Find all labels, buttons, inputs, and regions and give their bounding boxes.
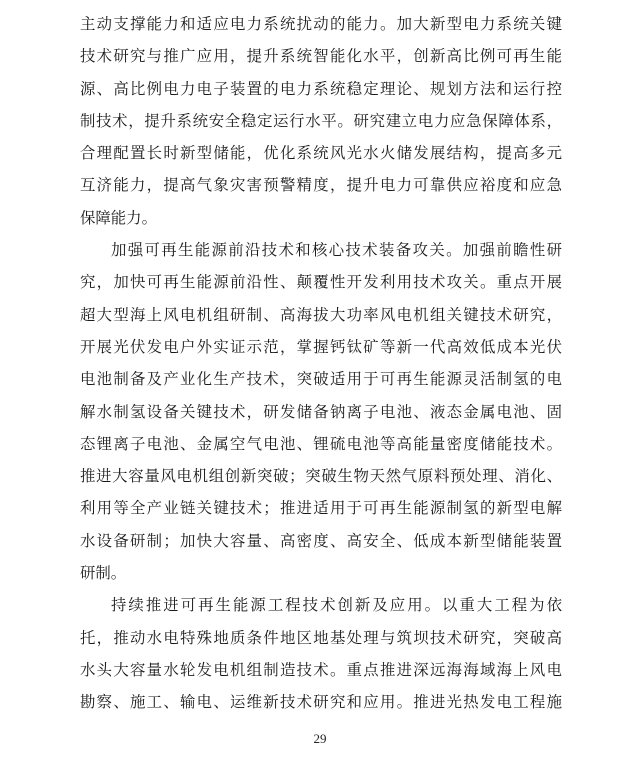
text-line: 合理配置长时新型储能，优化系统风光水火储发展结构，提高多元 [80,144,562,163]
text-line: 加强可再生能源前沿技术和核心技术装备攻关。加强前瞻性研 [111,241,562,260]
text-line: 保障能力。 [80,208,157,227]
text-line: 推进大容量风电机组创新突破；突破生物天然气原料预处理、消化、 [80,467,562,486]
text-line: 水设备研制；加快大容量、高密度、高安全、低成本新型储能装置 [80,531,562,550]
text-line: 电池制备及产业化生产技术，突破适用于可再生能源灵活制氢的电 [80,370,562,389]
text-line: 研制。 [80,564,127,583]
text-line: 主动支撑能力和适应电力系统扰动的能力。加大新型电力系统关键 [80,15,562,33]
text-line: 开展光伏发电户外实证示范，掌握钙钛矿等新一代高效低成本光伏 [80,337,562,356]
text-line: 持续推进可再生能源工程技术创新及应用。以重大工程为依 [111,596,562,615]
text-line: 技术研究与推广应用，提升系统智能化水平，创新高比例可再生能 [80,47,562,66]
text-line: 互济能力，提高气象灾害预警精度，提升电力可靠供应裕度和应急 [80,176,562,195]
text-line: 利用等全产业链关键技术；推进适用于可再生能源制氢的新型电解 [80,499,562,518]
text-line: 水头大容量水轮发电机组制造技术。重点推进深远海海域海上风电 [80,660,562,679]
page-number: 29 [313,731,327,746]
text-line: 制技术，提升系统安全稳定运行水平。研究建立电力应急保障体系， [80,111,562,130]
text-line: 超大型海上风电机组研制、高海拔大功率风电机组关键技术研究， [80,305,562,324]
text-line: 解水制氢设备关键技术，研发储备钠离子电池、液态金属电池、固 [80,402,562,421]
text-line: 究，加快可再生能源前沿性、颠覆性开发利用技术攻关。重点开展 [80,273,562,292]
text-line: 勘察、施工、输电、运维新技术研究和应用。推进光热发电工程施 [80,693,562,712]
text-line: 托，推动水电特殊地质条件地区地基处理与筑坝技术研究，突破高 [80,628,562,647]
text-line: 态锂离子电池、金属空气电池、锂硫电池等高能量密度储能技术。 [80,434,562,453]
text-line: 源、高比例电力电子装置的电力系统稳定理论、规划方法和运行控 [80,79,562,98]
body-text [80,8,562,719]
